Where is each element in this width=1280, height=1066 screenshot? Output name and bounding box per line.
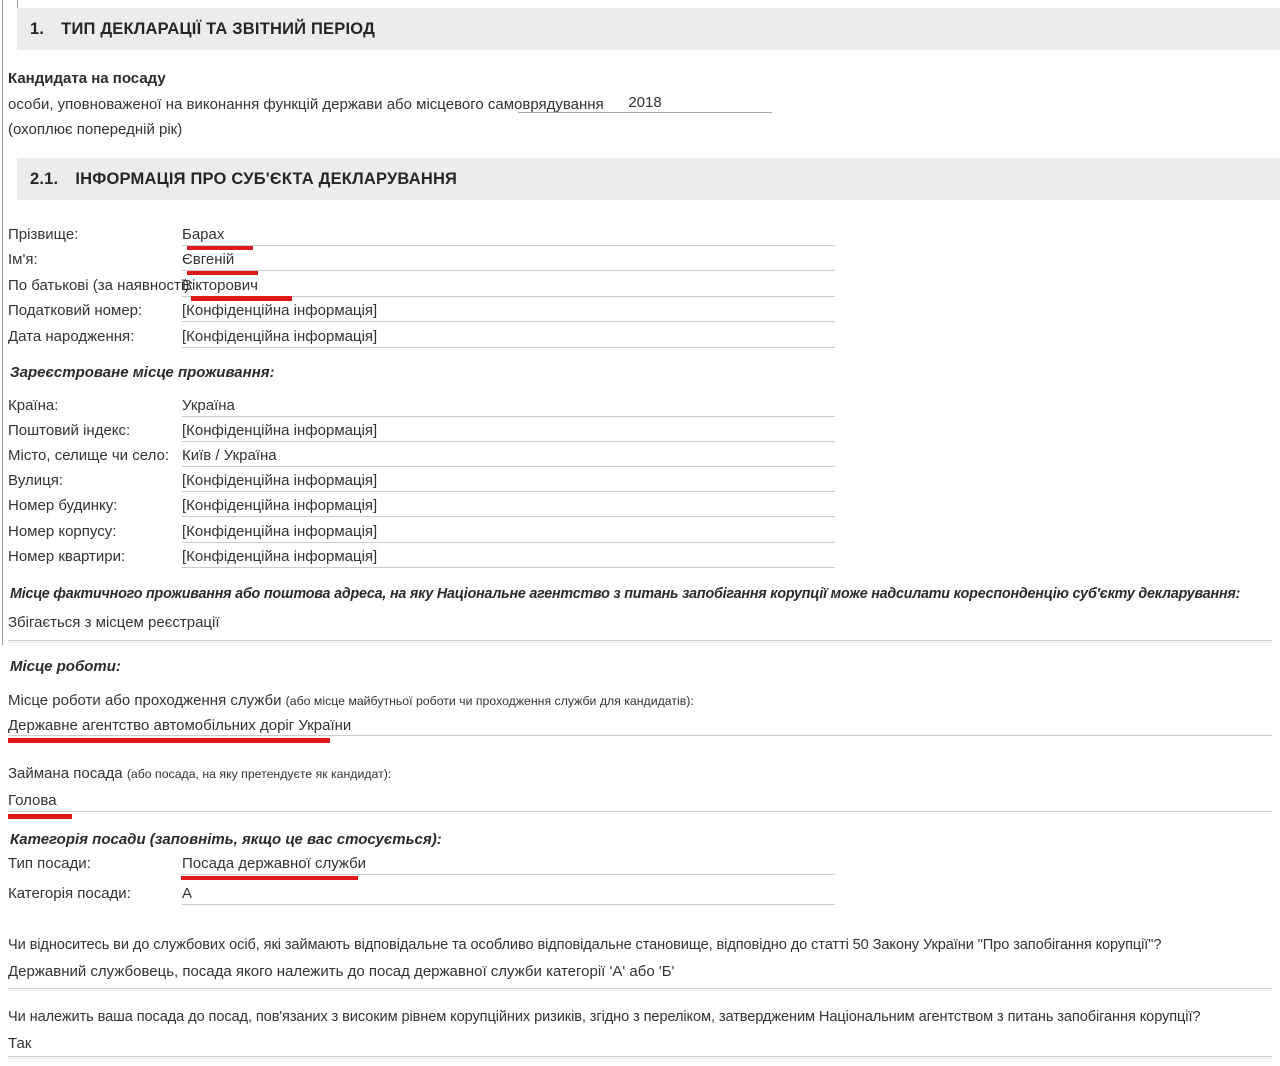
- field-label: Прізвище:: [8, 226, 79, 243]
- actual-address-value: Збігається з місцем реєстрації: [8, 614, 220, 631]
- field-row-tax-number: [0, 297, 1280, 322]
- answer-responsible-position: Державний службовець, посада якого належить до посад державної служби категорії 'А' або 'Б': [8, 963, 675, 980]
- field-row-apartment: [0, 543, 1280, 568]
- field-underline: [182, 347, 835, 348]
- workplace-label-note: (або місце майбутньої роботи чи проходження служби для кандидатів):: [285, 694, 694, 708]
- declaration-type-subheading: особи, уповноваженої на виконання функцій держави або місцевого самоврядування: [8, 96, 604, 113]
- section-2-1-title: ІНФОРМАЦІЯ ПРО СУБ'ЄКТА ДЕКЛАРУВАННЯ: [75, 169, 458, 188]
- field-value: Євгеній: [182, 251, 235, 269]
- field-value: А: [182, 885, 193, 902]
- question-responsible-position: Чи відноситесь ви до службових осіб, які займають відповідальне та особливо відповідальне становище, відповідно до статті 50 Закону України "Про запобігання корупції"?: [8, 937, 1162, 953]
- workplace-value: Державне агентство автомобільних доріг України: [8, 717, 352, 734]
- field-row-block: [0, 518, 1280, 543]
- separator-line: [8, 988, 1272, 991]
- section-2-1-header: [17, 158, 1280, 200]
- section-1-number: 1.: [30, 19, 45, 38]
- position-label: [8, 765, 391, 782]
- field-row-street: [0, 467, 1280, 492]
- field-value: [Конфіденційна інформація]: [182, 327, 378, 345]
- field-value: Барах: [182, 226, 225, 243]
- field-label: Категорія посади:: [8, 885, 131, 902]
- field-row-patronymic: [0, 272, 1280, 297]
- registered-address-heading: Зареєстроване місце проживання:: [10, 364, 275, 381]
- workplace-label-main: Місце роботи або проходження служби: [8, 692, 282, 709]
- field-row-building: [0, 492, 1280, 517]
- question-corruption-risk: Чи належить ваша посада до посад, пов'язаних з високим рівнем корупційних ризиків, згідно з переліком, затвердженим Національним агентством з питань запобігання корупції?: [8, 1009, 1201, 1025]
- workplace-heading: Місце роботи:: [10, 658, 121, 675]
- declaration-type-note: (охоплює попередній рік): [8, 121, 183, 138]
- section-2-1-number: 2.1.: [30, 169, 59, 188]
- field-label: Країна:: [8, 397, 59, 414]
- position-label-main: Займана посада: [8, 765, 123, 782]
- section-1-title: ТИП ДЕКЛАРАЦІЇ ТА ЗВІТНИЙ ПЕРІОД: [61, 19, 376, 38]
- answer-corruption-risk: Так: [8, 1035, 32, 1052]
- field-row-birth-date: [0, 323, 1280, 348]
- position-category-heading: Категорія посади (заповніть, якщо це вас стосується):: [10, 831, 442, 848]
- field-value: Посада державної служби: [182, 855, 367, 872]
- field-label: Місто, селище чи село:: [8, 447, 170, 465]
- field-value: Вікторович: [182, 276, 258, 294]
- section-1-header: [17, 8, 1280, 50]
- field-label: Поштовий індекс:: [8, 422, 131, 440]
- field-value: Київ / Україна: [182, 447, 277, 465]
- field-underline: [182, 567, 835, 568]
- position-label-note: (або посада, на яку претендуєте як кандидат):: [126, 767, 392, 781]
- field-label: Вулиця:: [8, 472, 64, 490]
- red-highlight-underline: [8, 738, 330, 743]
- declaration-type-heading: Кандидата на посаду: [8, 70, 166, 87]
- field-label: Тип посади:: [8, 855, 91, 872]
- field-row-postal-code: [0, 417, 1280, 442]
- field-label: Податковий номер:: [8, 302, 143, 320]
- field-value: [Конфіденційна інформація]: [182, 547, 378, 565]
- workplace-label: [8, 692, 694, 709]
- field-label: Дата народження:: [8, 327, 135, 345]
- field-value: [Конфіденційна інформація]: [182, 472, 378, 490]
- field-label: Номер корпусу:: [8, 522, 117, 540]
- field-underline: [182, 904, 835, 905]
- field-row-position-type: [0, 850, 1280, 875]
- field-label: Номер квартири:: [8, 547, 126, 565]
- field-row-surname: [0, 221, 1280, 246]
- red-highlight-underline: [8, 814, 72, 819]
- field-label: По батькові (за наявності):: [8, 276, 194, 294]
- field-row-firstname: [0, 246, 1280, 271]
- separator-line: [8, 1056, 1272, 1059]
- field-label: Ім'я:: [8, 251, 38, 269]
- actual-address-heading: Місце фактичного проживання або поштова адреса, на яку Національне агентство з питань запобігання корупції може надсилати кореспонденцію суб'єкту декларування:: [10, 586, 1241, 602]
- field-value: Україна: [182, 397, 235, 414]
- field-underline: [8, 735, 1272, 736]
- field-row-city: [0, 442, 1280, 467]
- field-value: [Конфіденційна інформація]: [182, 422, 378, 440]
- reporting-year-field: 2018: [518, 95, 772, 113]
- separator-line: [8, 640, 1272, 643]
- field-underline: [8, 811, 1272, 812]
- field-row-country: [0, 392, 1280, 417]
- position-value: Голова: [8, 792, 57, 809]
- field-row-position-category: [0, 880, 1280, 905]
- top-border-tick: [17, 0, 18, 8]
- field-value: [Конфіденційна інформація]: [182, 302, 378, 320]
- field-value: [Конфіденційна інформація]: [182, 497, 378, 515]
- field-label: Номер будинку:: [8, 497, 118, 515]
- field-value: [Конфіденційна інформація]: [182, 522, 378, 540]
